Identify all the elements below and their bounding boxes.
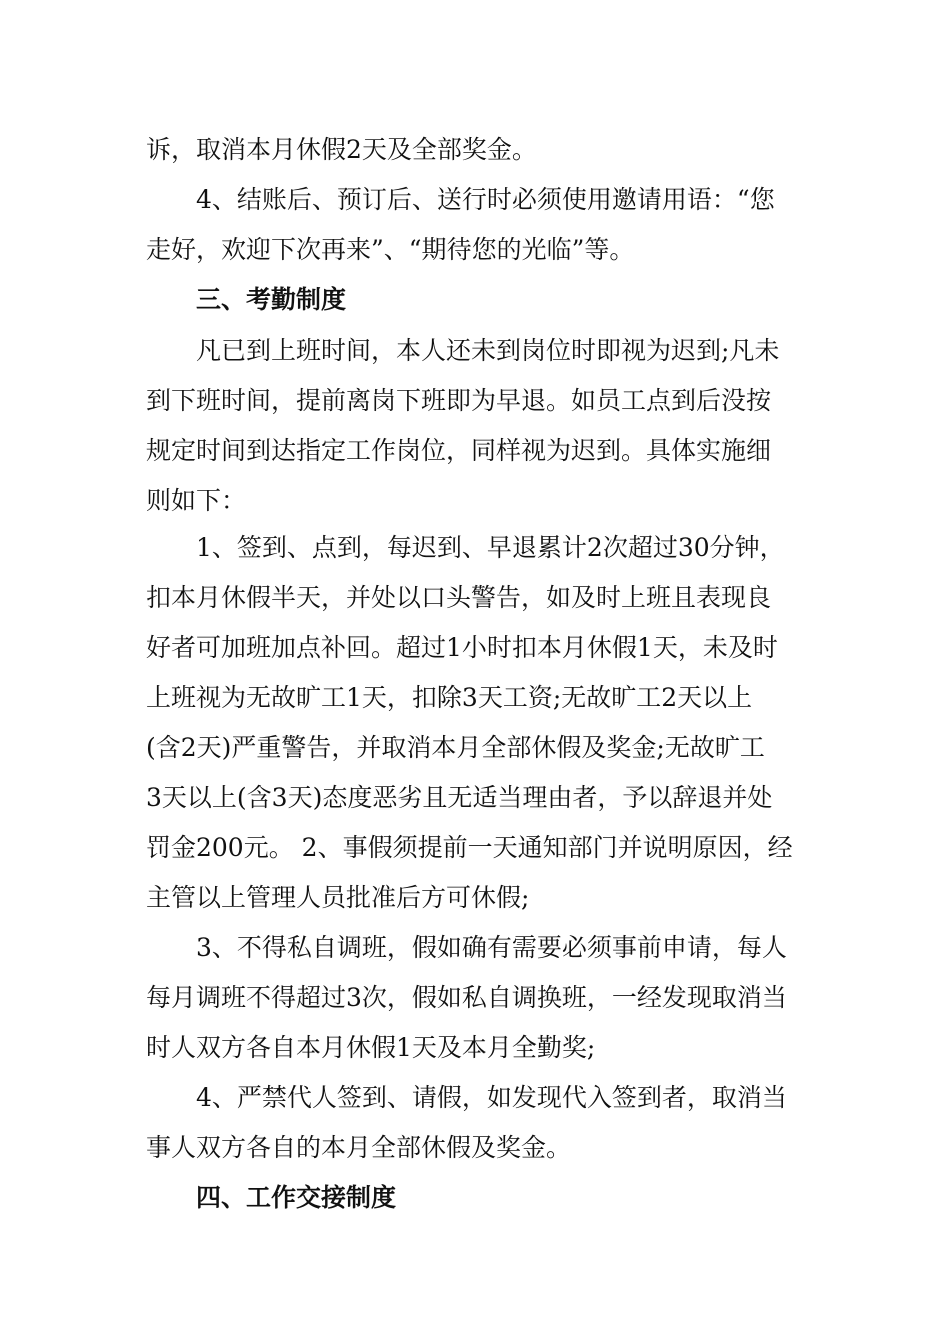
text-line: 则如下： <box>146 486 247 515</box>
section-heading: 三、考勤制度 <box>196 285 347 314</box>
text-line: 好者可加班加点补回。超过1小时扣本月休假1天，未及时 <box>146 633 778 662</box>
text-line: 主管以上管理人员批准后方可休假; <box>146 883 530 912</box>
text-line: 走好，欢迎下次再来”、“期待您的光临”等。 <box>146 235 635 264</box>
text-line: 1、签到、点到，每迟到、早退累计2次超过30分钟， <box>196 533 785 562</box>
text-line: 4、严禁代人签到、请假，如发现代入签到者，取消当 <box>196 1083 787 1112</box>
text-line: 4、结账后、预订后、送行时必须使用邀请用语：“您 <box>196 185 775 214</box>
text-line: 诉，取消本月休假2天及全部奖金。 <box>146 135 537 164</box>
text-line: 到下班时间，提前离岗下班即为早退。如员工点到后没按 <box>146 386 772 415</box>
text-line: 事人双方各自的本月全部休假及奖金。 <box>146 1133 572 1162</box>
section-heading: 四、工作交接制度 <box>196 1183 397 1212</box>
text-line: 凡已到上班时间，本人还未到岗位时即视为迟到;凡未 <box>196 336 780 365</box>
text-line: 规定时间到达指定工作岗位，同样视为迟到。具体实施细 <box>146 436 772 465</box>
text-line: 每月调班不得超过3次，假如私自调换班，一经发现取消当 <box>146 983 787 1012</box>
text-line: 3天以上(含3天)态度恶劣且无适当理由者，予以辞退并处 <box>146 783 773 812</box>
text-line: (含2天)严重警告，并取消本月全部休假及奖金;无故旷工 <box>146 733 765 762</box>
text-line: 时人双方各自本月休假1天及本月全勤奖; <box>146 1033 596 1062</box>
text-line: 扣本月休假半天，并处以口头警告，如及时上班且表现良 <box>146 583 772 612</box>
text-line: 上班视为无故旷工1天，扣除3天工资;无故旷工2天以上 <box>146 683 753 712</box>
text-line: 罚金200元。 2、事假须提前一天通知部门并说明原因，经 <box>146 833 793 862</box>
text-line: 3、不得私自调班，假如确有需要必须事前申请，每人 <box>196 933 787 962</box>
